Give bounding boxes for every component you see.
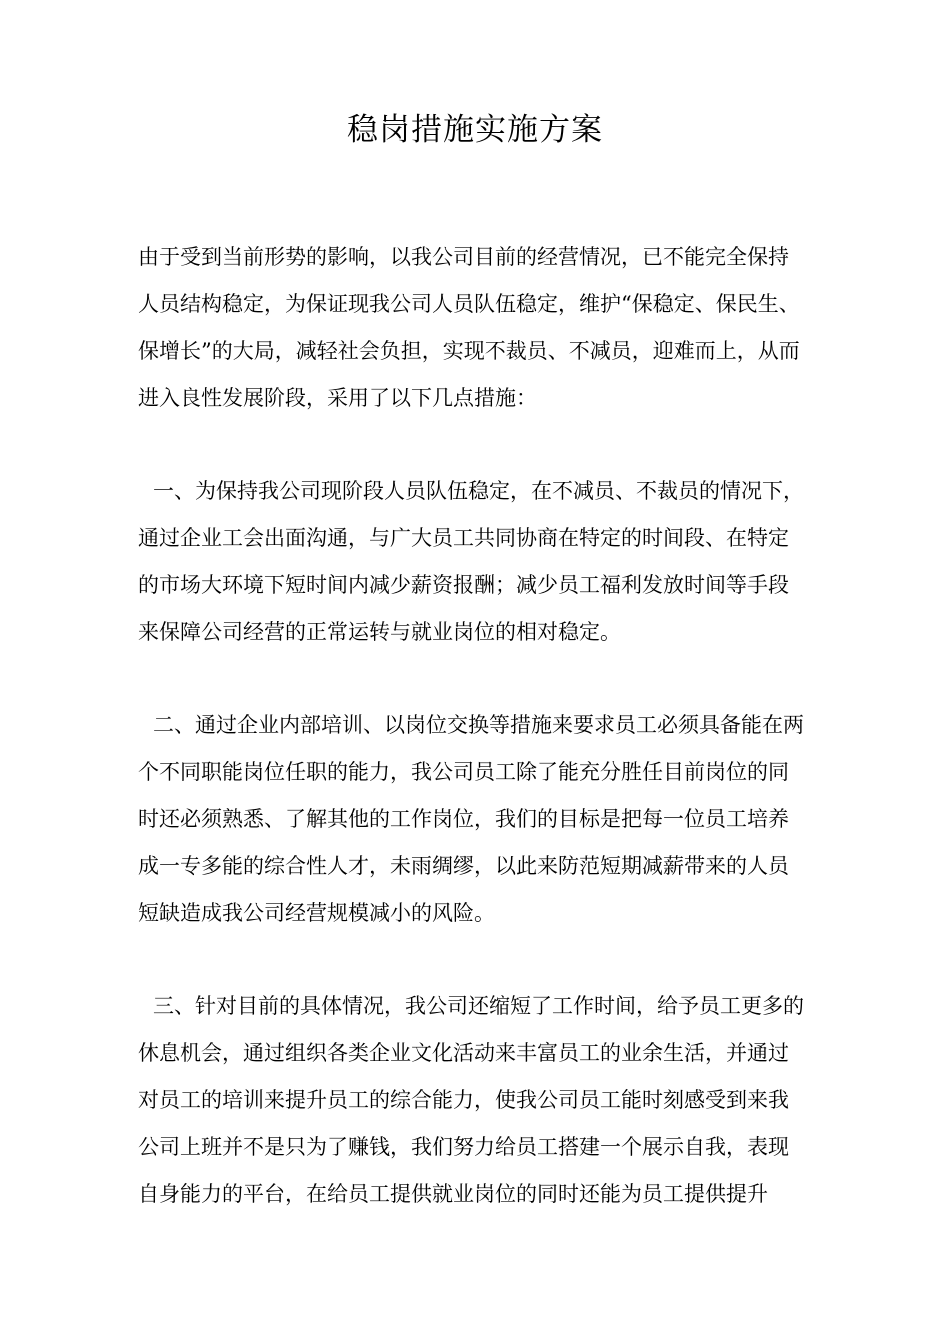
text-line: 二、通过企业内部培训、以岗位交换等措施来要求员工必须具备能在两 [153,713,804,737]
paragraph-measure-1 [138,468,818,656]
text-line: 成一专多能的综合性人才，未雨绸缪，以此来防范短期减薪带来的人员 [138,854,789,878]
document-title: 稳岗措施实施方案 [347,112,603,148]
text-line: 一、为保持我公司现阶段人员队伍稳定，在不减员、不裁员的情况下， [153,479,804,503]
paragraph-measure-2 [138,702,818,937]
text-line: 来保障公司经营的正常运转与就业岗位的相对稳定。 [138,620,621,644]
text-line: 对员工的培训来提升员工的综合能力，使我公司员工能时刻感受到来我 [138,1088,789,1112]
text-line: 由于受到当前形势的影响，以我公司目前的经营情况，已不能完全保持 [138,245,789,269]
text-line: 保增长”的大局，减轻社会负担，实现不裁员、不减员，迎难而上，从而 [138,339,800,363]
text-line: 人员结构稳定，为保证现我公司人员队伍稳定，维护“保稳定、保民生、 [138,292,800,316]
text-line: 短缺造成我公司经营规模减小的风险。 [138,901,495,925]
text-line: 个不同职能岗位任职的能力，我公司员工除了能充分胜任目前岗位的同 [138,760,789,784]
text-line: 时还必须熟悉、了解其他的工作岗位，我们的目标是把每一位员工培养 [138,807,789,831]
text-line: 的市场大环境下短时间内减少薪资报酬；减少员工福利发放时间等手段 [138,573,789,597]
document-body [138,234,818,1218]
text-line: 通过企业工会出面沟通，与广大员工共同协商在特定的时间段、在特定 [138,526,789,550]
text-line: 休息机会，通过组织各类企业文化活动来丰富员工的业余生活，并通过 [138,1041,789,1065]
text-line: 自身能力的平台，在给员工提供就业岗位的同时还能为员工提供提升 [138,1182,768,1206]
text-line: 三、针对目前的具体情况，我公司还缩短了工作时间，给予员工更多的 [153,994,804,1018]
paragraph-measure-3 [138,983,818,1218]
text-line: 进入良性发展阶段，采用了以下几点措施： [138,386,537,410]
text-line: 公司上班并不是只为了赚钱，我们努力给员工搭建一个展示自我，表现 [138,1135,789,1159]
paragraph-intro [138,234,818,422]
